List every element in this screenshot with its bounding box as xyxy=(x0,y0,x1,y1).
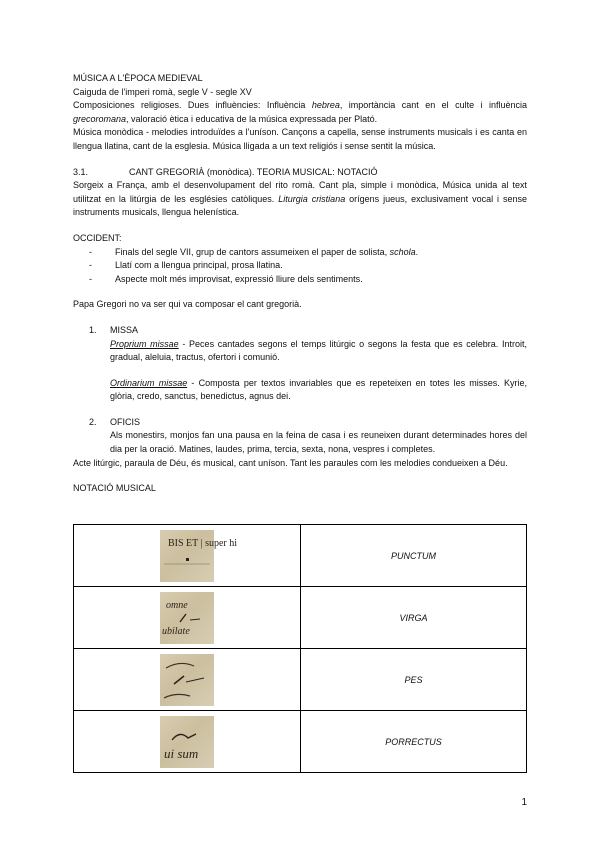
ordinarium-term: Ordinarium missae xyxy=(110,377,188,388)
list-item xyxy=(89,259,527,273)
porrectus-manuscript-image xyxy=(160,716,214,768)
section-heading xyxy=(73,166,527,180)
notation-table xyxy=(73,524,527,773)
table-row xyxy=(74,649,527,711)
oficis-paragraph: Als monestirs, monjos fan una pausa en la feina de casa i es reuneixen durant determinades hores del dia per la oració. Matines, laudes, prima, tercia, sexta, nona, vespres i completes. xyxy=(110,430,527,455)
list-item-text: Llatí com a llengua principal, prosa llatina. xyxy=(115,260,283,271)
manuscript-cell xyxy=(74,649,301,711)
manuscript-cell xyxy=(74,525,301,587)
doc-subtitle: Caiguda de l'imperi romà, segle V - segle XV xyxy=(73,86,252,97)
section-text: orígens jueus, exclusivament vocal i sense instruments musicals, llengua helenística. xyxy=(73,193,527,218)
doc-title: MÚSICA A L'ÈPOCA MEDIEVAL xyxy=(73,73,203,83)
manuscript-text: BIS ET | super hi xyxy=(168,537,238,549)
manuscript-cell xyxy=(74,711,301,773)
list-number: 2. xyxy=(89,416,97,427)
section-title: CANT GREGORIÀ (monòdica). TEORIA MUSICAL: NOTACIÓ xyxy=(129,166,378,177)
occident-list xyxy=(73,246,527,287)
table-row xyxy=(74,587,527,649)
neume-label: PORRECTUS xyxy=(301,711,527,773)
list-item-text: . xyxy=(415,246,419,257)
document-body xyxy=(73,72,527,496)
intro-hebrea: hebrea xyxy=(311,100,340,111)
intro-paragraph-2: Música monòdica - melodies introduïdes a l'uníson. Cançons a capella, sense instruments musicals i es canta en llengua llatina, cant de la esglesia. Música lligada a un text religiós i sense sentit la música. xyxy=(73,127,527,151)
virga-manuscript-image xyxy=(160,592,214,644)
acte-paragraph: Acte litúrgic, paraula de Déu, és musical, cant uníson. Tant les paraules com les melodies condueixen a Déu. xyxy=(73,457,508,468)
intro-text: Composiciones religioses. Dues influències: Influència xyxy=(73,100,312,111)
list-item-missa xyxy=(73,324,527,404)
list-item-oficis xyxy=(73,416,527,457)
list-item xyxy=(89,273,527,287)
list-item-text: Finals del segle VII, grup de cantors assumeixen el paper de solista, xyxy=(115,246,390,257)
dash-bullet: - xyxy=(89,273,92,284)
neume-label: VIRGA xyxy=(301,587,527,649)
section-number: 3.1. xyxy=(73,166,89,177)
page-number: 1 xyxy=(521,797,527,808)
section-paragraph xyxy=(73,179,527,220)
table-row xyxy=(74,525,527,587)
section-liturgia: Liturgia cristiana xyxy=(278,193,346,204)
list-item-text: Aspecte molt més improvisat, expressió lliure dels sentiments. xyxy=(115,273,363,284)
neume-label: PES xyxy=(301,649,527,711)
manuscript-cell xyxy=(74,587,301,649)
ordinarium-text: - Composta per textos invariables que es repeteixen en totes les misses. Kyrie, glòria, credo, sanctus, benedictus, agnus dei. xyxy=(110,377,527,402)
intro-text: , importància cant en el culte i influència xyxy=(339,100,527,111)
proprium-term: Proprium missae xyxy=(110,338,179,349)
ordinarium-paragraph xyxy=(110,377,527,404)
oficis-heading: OFICIS xyxy=(110,416,141,427)
proprium-paragraph xyxy=(110,338,527,365)
manuscript-text: ui sum xyxy=(164,745,199,761)
intro-grecoromana: grecoromana xyxy=(73,113,127,124)
pes-manuscript-image xyxy=(160,654,214,706)
papa-paragraph: Papa Gregori no va ser qui va composar el cant gregorià. xyxy=(73,299,302,310)
list-number: 1. xyxy=(89,324,97,335)
svg-text:omne: omne xyxy=(166,599,188,611)
list-item xyxy=(89,246,527,260)
dash-bullet: - xyxy=(89,246,92,257)
missa-heading: MISSA xyxy=(110,324,139,335)
svg-text:ubilate: ubilate xyxy=(162,625,190,637)
occident-heading: OCCIDENT: xyxy=(73,232,122,243)
table-row xyxy=(74,711,527,773)
punctum-manuscript-image xyxy=(160,530,238,582)
neume-label: PUNCTUM xyxy=(301,525,527,587)
proprium-text: - Peces cantades segons el temps litúrgic o segons la festa que es celebra. Introit, gradual, aleluia, tractus, ofertori i comunió. xyxy=(110,338,527,363)
intro-text: , valoració ètica i educativa de la música expressada per Plató. xyxy=(126,113,378,124)
schola-term: schola xyxy=(389,246,416,257)
notation-heading: NOTACIÓ MUSICAL xyxy=(73,483,156,494)
ordered-list xyxy=(73,324,527,457)
section-text: Sorgeix a França, amb el desenvolupament del rito romà. Cant pla, simple i monòdica, Música unida al text utilitzat en la litúrgia de les esglésies catòliques. xyxy=(73,180,527,204)
intro-paragraph-1 xyxy=(73,99,527,126)
dash-bullet: - xyxy=(89,260,92,271)
